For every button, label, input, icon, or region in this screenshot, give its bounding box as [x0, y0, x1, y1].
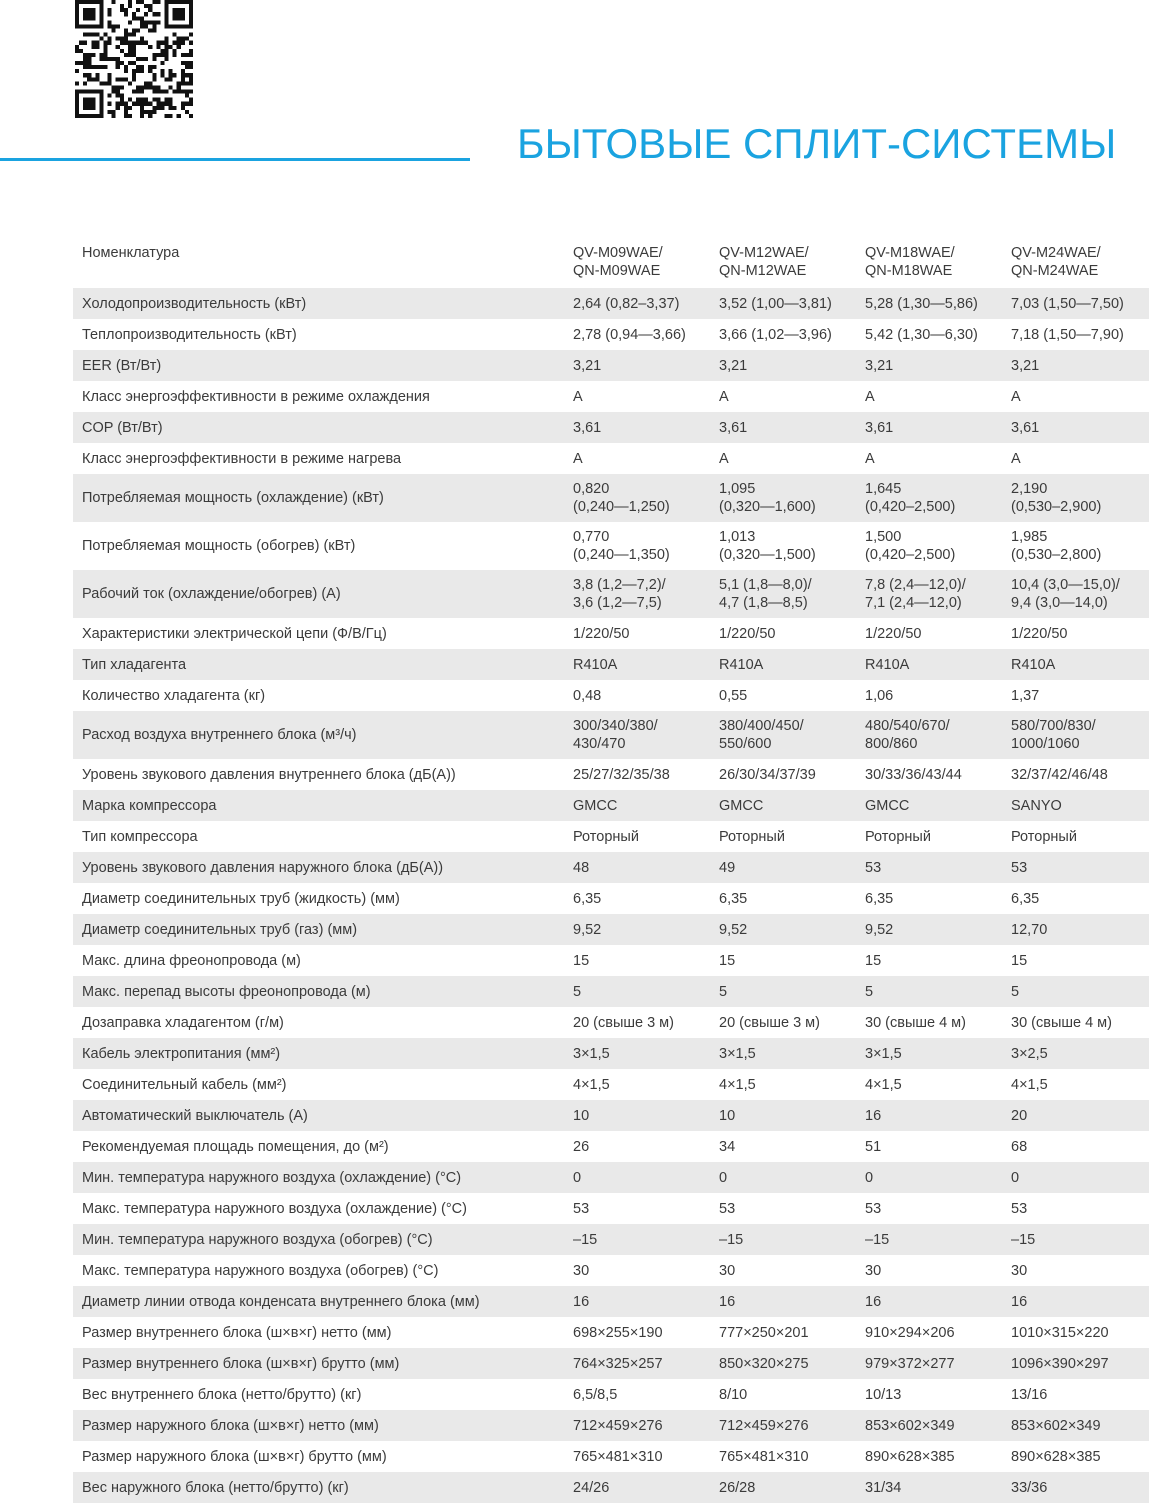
row-value: 0,770 (0,240—1,350) — [573, 529, 670, 563]
row-label: Размер наружного блока (ш×в×г) нетто (мм) — [82, 1417, 379, 1434]
row-value: 3,8 (1,2—7,2)/ 3,6 (1,2—7,5) — [573, 577, 666, 611]
row-label: Потребляемая мощность (охлаждение) (кВт) — [82, 490, 384, 506]
row-value: 16 — [1011, 1293, 1028, 1310]
row-value: 853×602×349 — [865, 1417, 955, 1434]
row-value: 30 — [573, 1262, 590, 1279]
table-row — [73, 649, 1149, 680]
row-label: Потребляемая мощность (обогрев) (кВт) — [82, 538, 356, 554]
row-label: Макс. температура наружного воздуха (обогрев) (°С) — [82, 1262, 439, 1279]
row-value: R410A — [719, 656, 764, 673]
row-value: 380/400/450/ 550/600 — [719, 718, 804, 752]
table-row — [73, 288, 1149, 319]
table-row — [73, 790, 1149, 821]
row-value: 300/340/380/ 430/470 — [573, 718, 658, 752]
row-value: 853×602×349 — [1011, 1417, 1101, 1434]
row-value: 1,095 (0,320—1,600) — [719, 481, 816, 515]
table-row — [73, 618, 1149, 649]
row-value: 5 — [573, 983, 582, 1000]
row-label: Тип хладагента — [82, 656, 187, 673]
table-row — [73, 570, 1149, 618]
table-row — [73, 1317, 1149, 1348]
row-value: 1/220/50 — [573, 625, 630, 642]
row-value: Роторный — [719, 828, 785, 845]
row-label: Макс. температура наружного воздуха (охлаждение) (°С) — [82, 1200, 467, 1217]
qr-code-icon — [75, 0, 193, 118]
row-value: 1096×390×297 — [1011, 1355, 1109, 1372]
row-value: 48 — [573, 859, 590, 876]
table-row — [73, 474, 1149, 522]
row-label: Кабель электропитания (мм²) — [82, 1045, 281, 1062]
row-value: –15 — [865, 1231, 890, 1248]
row-value: 1010×315×220 — [1011, 1324, 1109, 1341]
row-value: Роторный — [1011, 828, 1077, 845]
table-row — [73, 1162, 1149, 1193]
row-value: 1,013 (0,320—1,500) — [719, 529, 816, 563]
table-row — [73, 914, 1149, 945]
row-value: 5 — [1011, 983, 1020, 1000]
table-row — [73, 1441, 1149, 1472]
row-value: R410A — [1011, 656, 1056, 673]
row-value: 712×459×276 — [573, 1417, 663, 1434]
row-value: 26/28 — [719, 1479, 756, 1496]
row-value: 5 — [719, 983, 728, 1000]
row-value: 6,5/8,5 — [573, 1386, 618, 1403]
table-row — [73, 1255, 1149, 1286]
row-value: 7,03 (1,50—7,50) — [1011, 295, 1124, 312]
row-value: 3,52 (1,00—3,81) — [719, 295, 832, 312]
row-value: 13/16 — [1011, 1386, 1048, 1403]
row-value: 3,61 — [573, 419, 602, 436]
row-value: 0,820 (0,240—1,250) — [573, 481, 670, 515]
row-value: 0 — [573, 1169, 582, 1186]
row-label: Уровень звукового давления внутреннего блока (дБ(А)) — [82, 766, 456, 783]
row-value: 3×1,5 — [865, 1045, 902, 1062]
row-label: Тип компрессора — [82, 828, 198, 845]
row-label: Характеристики электрической цепи (Ф/В/Гц) — [82, 625, 387, 642]
table-row — [73, 883, 1149, 914]
table-row — [73, 1069, 1149, 1100]
row-value: 53 — [865, 1200, 882, 1217]
row-label: Рекомендуемая площадь помещения, до (м²) — [82, 1138, 389, 1155]
row-value: 16 — [719, 1293, 736, 1310]
table-row — [73, 443, 1149, 474]
row-value: 10/13 — [865, 1386, 902, 1403]
row-value: 765×481×310 — [719, 1448, 809, 1465]
row-label: Рабочий ток (охлаждение/обогрев) (А) — [82, 586, 341, 602]
row-value: 9,52 — [719, 921, 748, 938]
table-row — [73, 1007, 1149, 1038]
row-value: 1,37 — [1011, 687, 1040, 704]
row-value: 15 — [719, 952, 736, 969]
table-row — [73, 945, 1149, 976]
row-value: 12,70 — [1011, 921, 1048, 938]
row-value: A — [1011, 388, 1021, 405]
header-model: QV-M18WAE/ QN-M18WAE — [865, 245, 955, 279]
row-value: 3,21 — [865, 357, 894, 374]
row-value: 26 — [573, 1138, 590, 1155]
row-label: Класс энергоэффективности в режиме нагрева — [82, 450, 402, 467]
row-value: 30 (свыше 4 м) — [865, 1014, 966, 1031]
table-row — [73, 319, 1149, 350]
table-row — [73, 821, 1149, 852]
row-value: 0 — [865, 1169, 874, 1186]
row-value: 53 — [719, 1200, 736, 1217]
row-value: 480/540/670/ 800/860 — [865, 718, 950, 752]
row-value: 16 — [865, 1107, 882, 1124]
row-value: 3,61 — [865, 419, 894, 436]
table-body — [73, 288, 1149, 1503]
table-row — [73, 680, 1149, 711]
table-row — [73, 1100, 1149, 1131]
table-row — [73, 1348, 1149, 1379]
row-value: 53 — [865, 859, 882, 876]
header-model: QV-M24WAE/ QN-M24WAE — [1011, 245, 1101, 279]
header-model: QV-M12WAE/ QN-M12WAE — [719, 245, 809, 279]
row-value: A — [573, 388, 583, 405]
row-value: 15 — [865, 952, 882, 969]
row-value: 1/220/50 — [719, 625, 776, 642]
row-value: 1,500 (0,420–2,500) — [865, 529, 956, 563]
row-value: 712×459×276 — [719, 1417, 809, 1434]
row-value: 580/700/830/ 1000/1060 — [1011, 718, 1096, 752]
row-value: 30 — [1011, 1262, 1028, 1279]
row-value: 7,18 (1,50—7,90) — [1011, 326, 1124, 343]
table-row — [73, 1286, 1149, 1317]
row-value: 68 — [1011, 1138, 1028, 1155]
row-label: Макс. длина фреонопровода (м) — [82, 952, 301, 969]
row-label: Вес наружного блока (нетто/брутто) (кг) — [82, 1479, 349, 1496]
row-value: 1/220/50 — [1011, 625, 1068, 642]
row-label: Автоматический выключатель (А) — [82, 1107, 308, 1124]
row-value: 5,42 (1,30—6,30) — [865, 326, 978, 343]
row-value: 4×1,5 — [719, 1076, 756, 1093]
header-model: QV-M09WAE/ QN-M09WAE — [573, 245, 663, 279]
row-value: –15 — [1011, 1231, 1036, 1248]
row-value: 777×250×201 — [719, 1324, 809, 1341]
row-value: 7,8 (2,4—12,0)/ 7,1 (2,4—12,0) — [865, 577, 966, 611]
row-value: 3,21 — [719, 357, 748, 374]
row-value: A — [719, 388, 729, 405]
row-value: 16 — [573, 1293, 590, 1310]
row-label: Дозаправка хладагентом (г/м) — [82, 1014, 284, 1031]
row-label: Холодопроизводительность (кВт) — [82, 295, 307, 312]
row-value: 20 (свыше 3 м) — [719, 1014, 820, 1031]
row-label: Соединительный кабель (мм²) — [82, 1076, 287, 1093]
row-value: 25/27/32/35/38 — [573, 766, 670, 783]
row-value: 5,1 (1,8—8,0)/ 4,7 (1,8—8,5) — [719, 577, 812, 611]
row-value: GMCC — [573, 797, 618, 814]
row-value: GMCC — [865, 797, 910, 814]
row-value: 33/36 — [1011, 1479, 1048, 1496]
row-value: 1,06 — [865, 687, 894, 704]
row-value: 0 — [1011, 1169, 1020, 1186]
row-value: 3,61 — [719, 419, 748, 436]
row-value: 979×372×277 — [865, 1355, 955, 1372]
row-value: 9,52 — [865, 921, 894, 938]
row-label: Диаметр соединительных труб (жидкость) (мм) — [82, 890, 400, 907]
row-label: Расход воздуха внутреннего блока (м³/ч) — [82, 727, 357, 743]
page-title: БЫТОВЫЕ СПЛИТ-СИСТЕМЫ — [517, 120, 1117, 167]
row-value: 31/34 — [865, 1479, 902, 1496]
row-value: 20 — [1011, 1107, 1028, 1124]
row-value: 20 (свыше 3 м) — [573, 1014, 674, 1031]
table-row — [73, 711, 1149, 759]
row-value: 1/220/50 — [865, 625, 922, 642]
row-value: A — [573, 450, 583, 467]
row-value: 3,66 (1,02—3,96) — [719, 326, 832, 343]
row-value: 3×2,5 — [1011, 1045, 1048, 1062]
row-value: 53 — [1011, 859, 1028, 876]
row-value: 9,52 — [573, 921, 602, 938]
row-label: Вес внутреннего блока (нетто/брутто) (кг) — [82, 1386, 362, 1403]
row-label: Размер внутреннего блока (ш×в×г) брутто (мм) — [82, 1355, 400, 1372]
row-value: 1,985 (0,530–2,800) — [1011, 529, 1102, 563]
row-value: R410A — [573, 656, 618, 673]
table-row — [73, 976, 1149, 1007]
table-row — [73, 1038, 1149, 1069]
row-value: 30 — [719, 1262, 736, 1279]
row-value: 6,35 — [865, 890, 894, 907]
row-value: 15 — [1011, 952, 1028, 969]
table-row — [73, 1410, 1149, 1441]
row-label: Марка компрессора — [82, 797, 217, 814]
row-label: COP (Вт/Вт) — [82, 419, 163, 436]
row-label: Мин. температура наружного воздуха (обогрев) (°С) — [82, 1231, 433, 1248]
title-divider — [0, 158, 470, 161]
row-value: 3,21 — [1011, 357, 1040, 374]
row-value: GMCC — [719, 797, 764, 814]
row-value: 30/33/36/43/44 — [865, 766, 962, 783]
header-label: Номенклатура — [82, 245, 180, 261]
row-value: 890×628×385 — [1011, 1448, 1101, 1465]
row-value: 10 — [719, 1107, 736, 1124]
row-value: 8/10 — [719, 1386, 748, 1403]
row-value: 53 — [1011, 1200, 1028, 1217]
row-value: 3,61 — [1011, 419, 1040, 436]
row-value: 0,48 — [573, 687, 602, 704]
row-value: 51 — [865, 1138, 882, 1155]
row-value: 1,645 (0,420–2,500) — [865, 481, 956, 515]
row-value: 2,190 (0,530–2,900) — [1011, 481, 1102, 515]
row-label: Теплопроизводительность (кВт) — [82, 326, 297, 343]
row-value: 3,21 — [573, 357, 602, 374]
row-value: 910×294×206 — [865, 1324, 955, 1341]
row-label: EER (Вт/Вт) — [82, 357, 162, 374]
row-value: 0 — [719, 1169, 728, 1186]
table-row — [73, 1193, 1149, 1224]
row-value: 850×320×275 — [719, 1355, 809, 1372]
row-value: 764×325×257 — [573, 1355, 663, 1372]
row-label: Мин. температура наружного воздуха (охлаждение) (°С) — [82, 1169, 462, 1186]
table-row — [73, 412, 1149, 443]
table-row — [73, 1472, 1149, 1503]
row-value: A — [865, 388, 875, 405]
row-value: 10 — [573, 1107, 590, 1124]
row-value: –15 — [719, 1231, 744, 1248]
row-label: Размер наружного блока (ш×в×г) брутто (мм) — [82, 1448, 387, 1465]
row-value: 15 — [573, 952, 590, 969]
table-row — [73, 522, 1149, 570]
row-value: 6,35 — [573, 890, 602, 907]
row-value: –15 — [573, 1231, 598, 1248]
table-row — [73, 759, 1149, 790]
row-value: 6,35 — [719, 890, 748, 907]
row-value: 30 — [865, 1262, 882, 1279]
specs-table — [73, 236, 1149, 1503]
row-value: 53 — [573, 1200, 590, 1217]
table-header — [73, 236, 1149, 288]
table-row — [73, 1379, 1149, 1410]
row-value: 26/30/34/37/39 — [719, 766, 816, 783]
row-value: 4×1,5 — [1011, 1076, 1048, 1093]
row-value: 3×1,5 — [573, 1045, 610, 1062]
row-value: A — [865, 450, 875, 467]
row-value: 698×255×190 — [573, 1324, 663, 1341]
row-label: Класс энергоэффективности в режиме охлаждения — [82, 388, 430, 405]
row-label: Количество хладагента (кг) — [82, 687, 266, 704]
row-label: Диаметр линии отвода конденсата внутреннего блока (мм) — [82, 1293, 480, 1310]
row-value: 10,4 (3,0—15,0)/ 9,4 (3,0—14,0) — [1011, 577, 1120, 611]
row-value: 4×1,5 — [865, 1076, 902, 1093]
table-row — [73, 381, 1149, 412]
row-value: 16 — [865, 1293, 882, 1310]
row-label: Макс. перепад высоты фреонопровода (м) — [82, 983, 371, 1000]
row-value: 30 (свыше 4 м) — [1011, 1014, 1112, 1031]
row-value: Роторный — [573, 828, 639, 845]
table-row — [73, 1131, 1149, 1162]
row-value: 49 — [719, 859, 736, 876]
row-value: 34 — [719, 1138, 736, 1155]
row-value: 5 — [865, 983, 874, 1000]
table-row — [73, 852, 1149, 883]
row-label: Диаметр соединительных труб (газ) (мм) — [82, 921, 358, 938]
table-row — [73, 350, 1149, 381]
row-label: Уровень звукового давления наружного блока (дБ(А)) — [82, 859, 444, 876]
row-value: 24/26 — [573, 1479, 610, 1496]
table-row — [73, 1224, 1149, 1255]
row-value: 5,28 (1,30—5,86) — [865, 295, 978, 312]
row-value: 32/37/42/46/48 — [1011, 766, 1108, 783]
row-value: 4×1,5 — [573, 1076, 610, 1093]
row-value: 0,55 — [719, 687, 748, 704]
row-value: 3×1,5 — [719, 1045, 756, 1062]
row-value: 2,78 (0,94—3,66) — [573, 326, 686, 343]
row-value: A — [1011, 450, 1021, 467]
row-value: A — [719, 450, 729, 467]
row-value: Роторный — [865, 828, 931, 845]
row-value: 765×481×310 — [573, 1448, 663, 1465]
row-value: R410A — [865, 656, 910, 673]
row-value: SANYO — [1011, 797, 1062, 814]
row-label: Размер внутреннего блока (ш×в×г) нетто (мм) — [82, 1324, 392, 1341]
row-value: 890×628×385 — [865, 1448, 955, 1465]
row-value: 2,64 (0,82–3,37) — [573, 295, 680, 312]
row-value: 6,35 — [1011, 890, 1040, 907]
